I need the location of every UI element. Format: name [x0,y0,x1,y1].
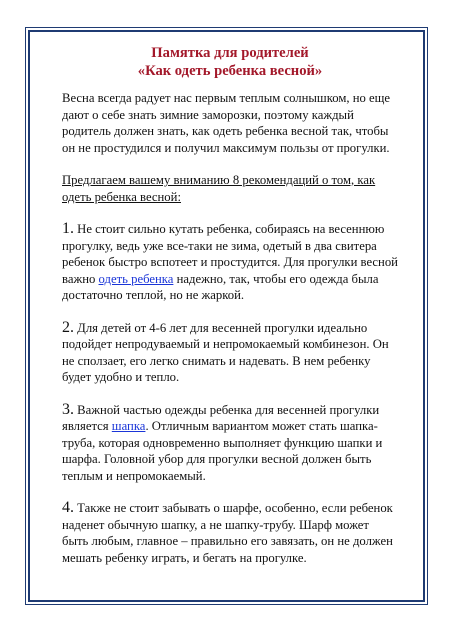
recommendation-3 [62,402,398,485]
title-line-2: «Как одеть ребенка весной» [137,63,323,79]
recommendation-4-text: Также не стоит забывать о шарфе, особенно, если ребенок наденет обычную шапку, а не шапку-трубу. Шарф может быть любым, главное – правильно его завязать, он не должен мешать ребенку играть, и бегать на прогулке. [62,501,393,565]
recommendation-4 [62,500,398,566]
recommendation-3-number: 3. [62,400,74,418]
recommendation-1-text-start: Не стоит сильно кутать ребенка, собираясь на весеннюю прогулку, ведь уже все-таки не зима, одетый в два свитера ребенок быстро вспотеет и простудится. Для прогулки весной важно [62,222,398,286]
recommendation-1 [62,221,398,304]
recommendation-1-text-end: надежно, так, чтобы его одежда была достаточно теплой, но не жаркой. [62,271,379,302]
hat-link[interactable]: шапка [111,419,146,433]
dress-child-link[interactable]: одеть ребенка [98,271,174,286]
document-title [62,44,398,80]
recommendation-2 [62,320,398,386]
recommendation-3-text-start: Важной частью одежды ребенка для весенней прогулки является [62,402,380,433]
recommendation-3-text-end: . Отличным вариантом может стать шапка-труба, которая одновременно выполняет функцию шапки и шарфа. Головной убор для прогулки весной должен быть теплым и непромокаемый. [62,419,383,483]
document-body [62,44,398,566]
intro-paragraph: Весна всегда радует нас первым теплым солнышком, но еще дают о себе знать зимние заморозки, поэтому каждый родитель должен знать, как одеть ребенка весной так, чтобы он не простудился и получил максимум пользы от прогулки. [62,91,391,155]
recommendation-1-number: 1. [62,220,74,237]
title-line-1: Памятка для родителей [151,45,309,61]
recommendations-heading: Предлагаем вашему вниманию 8 рекомендаций о том, как одеть ребенка весной: [62,173,376,204]
recommendation-2-number: 2. [62,318,74,336]
recommendation-2-text: Для детей от 4-6 лет для весенней прогулки идеально подойдет непродуваемый и непромокаемый комбинезон. Он не сползает, его легко снимать и надевать. В нем ребенку будет удобно и тепло. [62,320,389,384]
recommendation-4-number: 4. [62,499,74,516]
